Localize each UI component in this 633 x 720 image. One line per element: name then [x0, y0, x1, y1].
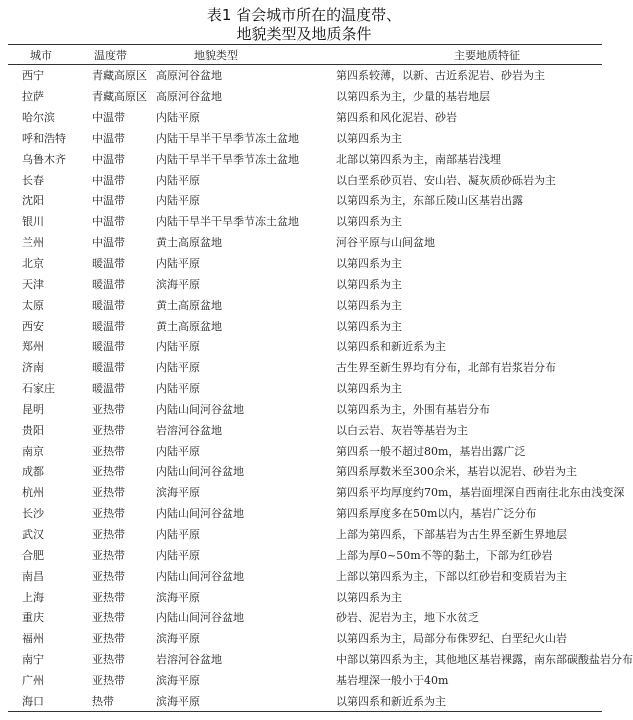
geology-table	[8, 44, 633, 712]
table-row	[8, 399, 602, 420]
cell-geology: 基岩埋深一般小于40m	[336, 673, 449, 687]
cell-geology: 第四系和风化泥岩、砂岩	[336, 111, 457, 125]
table-row	[8, 315, 602, 336]
cell-city: 南宁	[22, 653, 44, 667]
cell-landform: 滨海平原	[156, 486, 200, 500]
cell-city: 北京	[22, 257, 44, 271]
table-row	[8, 586, 602, 607]
table-row	[8, 169, 602, 190]
table-row	[8, 503, 602, 524]
cell-landform: 内陆山间河谷盆地	[156, 402, 244, 416]
header-landform: 地貌类型	[156, 45, 336, 65]
cell-geology: 以第四系为主	[336, 319, 402, 333]
cell-temperature-zone: 亚热带	[92, 527, 125, 541]
cell-temperature-zone: 暖温带	[92, 319, 125, 333]
cell-temperature-zone: 亚热带	[92, 548, 125, 562]
cell-temperature-zone: 中温带	[92, 194, 125, 208]
cell-geology: 以白云岩、灰岩等基岩为主	[336, 423, 468, 437]
cell-temperature-zone: 亚热带	[92, 486, 125, 500]
cell-landform: 内陆平原	[156, 444, 200, 458]
table-caption-line-2: 地貌类型及地质条件	[236, 25, 372, 43]
cell-temperature-zone: 亚热带	[92, 632, 125, 646]
cell-city: 杭州	[22, 486, 44, 500]
cell-landform: 内陆干旱半干旱季节冻土盆地	[156, 131, 299, 145]
cell-city: 长春	[22, 173, 44, 187]
cell-geology: 以第四系为主，东部丘陵山区基岩出露	[336, 194, 523, 208]
cell-geology: 北部以第四系为主，南部基岩浅埋	[336, 152, 501, 166]
cell-landform: 内陆山间河谷盆地	[156, 611, 244, 625]
cell-geology: 第四系厚数米至300余米，基岩以泥岩、砂岩为主	[336, 465, 577, 479]
cell-landform: 内陆山间河谷盆地	[156, 507, 244, 521]
cell-landform: 内陆平原	[156, 527, 200, 541]
cell-landform: 黄土高原盆地	[156, 236, 222, 250]
table-row	[8, 107, 602, 128]
table-row	[8, 357, 602, 378]
cell-landform: 内陆平原	[156, 382, 200, 396]
cell-temperature-zone: 青藏高原区	[92, 69, 147, 83]
cell-temperature-zone: 暖温带	[92, 277, 125, 291]
table-row	[8, 649, 602, 670]
table-row	[8, 628, 602, 649]
cell-temperature-zone: 亚热带	[92, 423, 125, 437]
cell-landform: 滨海平原	[156, 690, 336, 711]
table-row	[8, 65, 602, 86]
cell-city: 贵阳	[22, 423, 44, 437]
cell-geology: 以第四系和新近系为主	[336, 690, 602, 711]
cell-geology: 以第四系为主	[336, 298, 402, 312]
cell-geology: 第四系一般不超过80m，基岩出露广泛	[336, 444, 526, 458]
cell-city: 济南	[22, 361, 44, 375]
cell-landform: 滨海平原	[156, 673, 200, 687]
cell-city: 西安	[22, 319, 44, 333]
table-row	[8, 148, 602, 169]
cell-geology: 第四系平均厚度约70m，基岩面埋深自西南往北东由浅变深	[336, 486, 625, 500]
table-row	[8, 607, 602, 628]
cell-geology: 上部为厚0~50m不等的黏土，下部为红砂岩	[336, 548, 553, 562]
cell-temperature-zone: 暖温带	[92, 257, 125, 271]
cell-city: 天津	[22, 277, 44, 291]
cell-city: 郑州	[22, 340, 44, 354]
table-row	[8, 544, 602, 565]
cell-geology: 以第四系为主，局部分布侏罗纪、白垩纪火山岩	[336, 632, 567, 646]
cell-temperature-zone: 中温带	[92, 215, 125, 229]
cell-landform: 内陆干旱半干旱季节冻土盆地	[156, 152, 299, 166]
cell-city: 广州	[22, 673, 44, 687]
cell-temperature-zone: 亚热带	[92, 673, 125, 687]
table-row	[8, 211, 602, 232]
table-row	[8, 253, 602, 274]
cell-temperature-zone: 亚热带	[92, 569, 125, 583]
cell-geology: 以第四系为主	[336, 277, 402, 291]
cell-geology: 以第四系为主	[336, 215, 402, 229]
header-geology: 主要地质特征	[336, 45, 602, 65]
cell-geology: 以第四系为主	[336, 257, 402, 271]
cell-geology: 古生界至新生界均有分布，北部有岩浆岩分布	[336, 361, 556, 375]
cell-city: 石家庄	[22, 382, 55, 396]
cell-city: 沈阳	[22, 194, 44, 208]
cell-geology: 第四系厚度多在50m以内，基岩广泛分布	[336, 507, 537, 521]
cell-landform: 岩溶河谷盆地	[156, 423, 222, 437]
cell-landform: 内陆山间河谷盆地	[156, 465, 244, 479]
cell-temperature-zone: 亚热带	[92, 507, 125, 521]
cell-landform: 岩溶河谷盆地	[156, 653, 222, 667]
table-row	[8, 86, 602, 107]
cell-city: 乌鲁木齐	[22, 152, 66, 166]
cell-geology: 以第四系和新近系为主	[336, 340, 446, 354]
cell-landform: 内陆平原	[156, 361, 200, 375]
cell-temperature-zone: 暖温带	[92, 382, 125, 396]
cell-temperature-zone: 亚热带	[92, 465, 125, 479]
cell-city: 重庆	[22, 611, 44, 625]
cell-city: 呼和浩特	[22, 131, 66, 145]
cell-landform: 内陆干旱半干旱季节冻土盆地	[156, 215, 299, 229]
cell-landform: 高原河谷盆地	[156, 69, 222, 83]
cell-landform: 黄土高原盆地	[156, 298, 222, 312]
cell-city: 长沙	[22, 507, 44, 521]
table-row	[8, 482, 602, 503]
cell-temperature-zone: 暖温带	[92, 361, 125, 375]
cell-landform: 滨海平原	[156, 632, 200, 646]
cell-temperature-zone: 热带	[92, 690, 156, 711]
cell-geology: 以第四系为主	[336, 131, 402, 145]
cell-temperature-zone: 青藏高原区	[92, 90, 147, 104]
cell-temperature-zone: 中温带	[92, 152, 125, 166]
cell-geology: 以第四系为主，外围有基岩分布	[336, 402, 490, 416]
cell-city: 武汉	[22, 527, 44, 541]
cell-geology: 以第四系为主	[336, 382, 402, 396]
cell-temperature-zone: 亚热带	[92, 590, 125, 604]
cell-landform: 内陆平原	[156, 173, 200, 187]
cell-geology: 河谷平原与山间盆地	[336, 236, 435, 250]
table-row	[8, 669, 602, 690]
table-caption-line-1: 表1 省会城市所在的温度带、	[206, 6, 402, 24]
cell-city: 南京	[22, 444, 44, 458]
cell-geology: 以第四系为主	[336, 590, 402, 604]
cell-city: 拉萨	[22, 90, 44, 104]
cell-geology: 上部以第四系为主，下部以红砂岩和变质岩为主	[336, 569, 567, 583]
cell-city: 银川	[22, 215, 44, 229]
table-row	[8, 273, 602, 294]
header-city: 城市	[8, 45, 92, 65]
table-row	[8, 190, 602, 211]
cell-temperature-zone: 暖温带	[92, 340, 125, 354]
cell-city: 成都	[22, 465, 44, 479]
table-row	[8, 690, 602, 711]
cell-landform: 内陆山间河谷盆地	[156, 569, 244, 583]
table-row	[8, 461, 602, 482]
cell-city: 海口	[8, 690, 92, 711]
cell-city: 福州	[22, 632, 44, 646]
table-header-row	[8, 45, 602, 65]
cell-landform: 滨海平原	[156, 277, 200, 291]
cell-landform: 内陆平原	[156, 340, 200, 354]
header-temperature-zone: 温度带	[92, 45, 156, 65]
cell-city: 兰州	[22, 236, 44, 250]
cell-landform: 内陆平原	[156, 548, 200, 562]
cell-city: 西宁	[22, 69, 44, 83]
cell-city: 太原	[22, 298, 44, 312]
cell-temperature-zone: 亚热带	[92, 402, 125, 416]
cell-geology: 以白垩系砂页岩、安山岩、凝灰质砂砾岩为主	[336, 173, 556, 187]
cell-temperature-zone: 中温带	[92, 111, 125, 125]
cell-landform: 内陆平原	[156, 257, 200, 271]
table-row	[8, 336, 602, 357]
cell-geology: 中部以第四系为主，其他地区基岩裸露，南东部碳酸盐岩分布	[336, 653, 633, 667]
cell-geology: 上部为第四系，下部基岩为古生界至新生界地层	[336, 527, 567, 541]
table-row	[8, 128, 602, 149]
cell-landform: 内陆平原	[156, 194, 200, 208]
cell-geology: 第四系较薄，以新、古近系泥岩、砂岩为主	[336, 69, 545, 83]
cell-temperature-zone: 亚热带	[92, 444, 125, 458]
cell-city: 合肥	[22, 548, 44, 562]
table-row	[8, 419, 602, 440]
cell-city: 南昌	[22, 569, 44, 583]
cell-city: 哈尔滨	[22, 111, 55, 125]
table-row	[8, 378, 602, 399]
table-row	[8, 294, 602, 315]
cell-temperature-zone: 中温带	[92, 131, 125, 145]
table-row	[8, 565, 602, 586]
cell-temperature-zone: 亚热带	[92, 611, 125, 625]
cell-city: 昆明	[22, 402, 44, 416]
cell-temperature-zone: 暖温带	[92, 298, 125, 312]
table-row	[8, 232, 602, 253]
cell-temperature-zone: 中温带	[92, 236, 125, 250]
table-row	[8, 440, 602, 461]
cell-city: 上海	[22, 590, 44, 604]
cell-geology: 砂岩、泥岩为主，地下水贫乏	[336, 611, 479, 625]
cell-landform: 滨海平原	[156, 590, 200, 604]
cell-landform: 内陆平原	[156, 111, 200, 125]
cell-geology: 以第四系为主，少量的基岩地层	[336, 90, 490, 104]
cell-temperature-zone: 亚热带	[92, 653, 125, 667]
cell-landform: 黄土高原盆地	[156, 319, 222, 333]
cell-landform: 高原河谷盆地	[156, 90, 222, 104]
table-row	[8, 524, 602, 545]
cell-temperature-zone: 中温带	[92, 173, 125, 187]
